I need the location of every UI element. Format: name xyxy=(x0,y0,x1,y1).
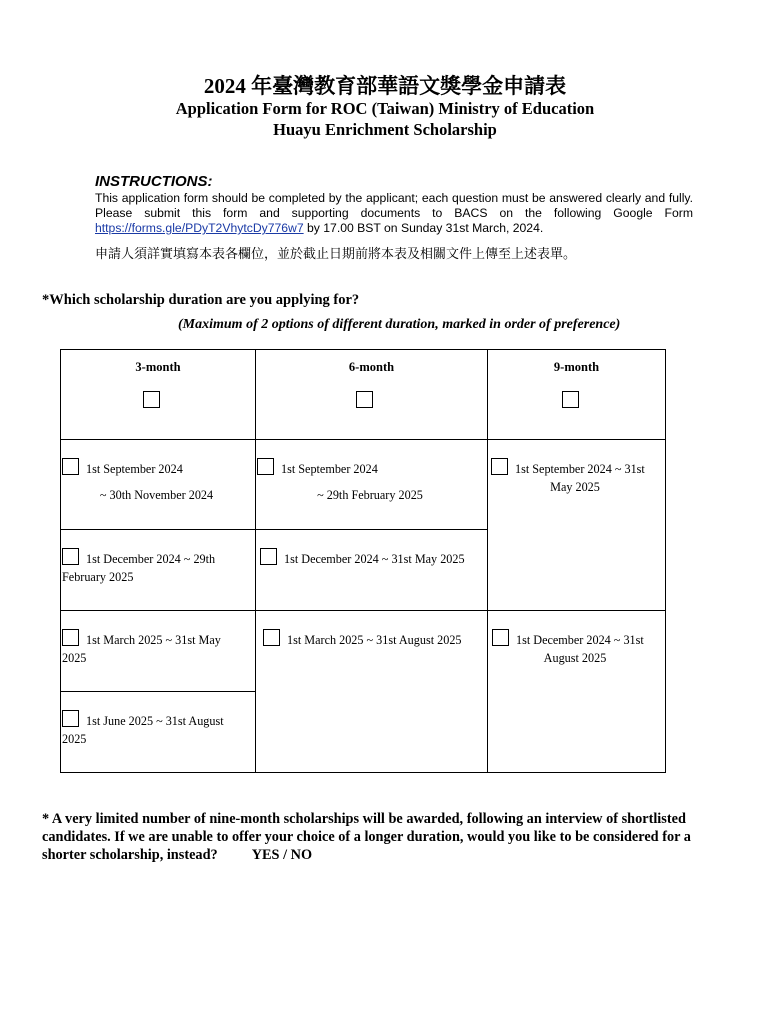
option-label-line-2: August 2025 xyxy=(543,651,607,665)
shorter-scholarship-note xyxy=(42,810,722,864)
option-label: 1st September 2024 xyxy=(281,462,378,476)
option-9m-sep-may xyxy=(487,439,666,611)
duration-options-table xyxy=(60,349,666,773)
option-label: 1st March 2025 ~ 31st May xyxy=(86,633,221,647)
instructions-chinese: 申請人須詳實填寫本表各欄位，並於截止日期前將本表及相關文件上傳至上述表單。 xyxy=(95,246,577,261)
checkbox-3-month[interactable] xyxy=(143,391,160,408)
header-label-6-month: 6-month xyxy=(348,360,395,374)
option-label-line-2: ~ 30th November 2024 xyxy=(99,488,214,502)
option-checkbox[interactable] xyxy=(257,458,274,475)
option-6m-mar-aug xyxy=(255,610,488,773)
option-checkbox[interactable] xyxy=(491,458,508,475)
header-6-month xyxy=(255,349,488,440)
option-label-line-2: 2025 xyxy=(62,732,87,746)
option-6m-dec-may xyxy=(255,529,488,611)
form-title-line-2: Huayu Enrichment Scholarship xyxy=(273,120,497,139)
option-label: 1st September 2024 xyxy=(86,462,183,476)
form-title-english xyxy=(0,98,770,140)
option-checkbox[interactable] xyxy=(62,629,79,646)
option-3m-mar-may xyxy=(60,610,256,692)
option-9m-dec-aug xyxy=(487,610,666,773)
option-checkbox[interactable] xyxy=(62,458,79,475)
form-title-chinese: 2024 年臺灣教育部華語文獎學金申請表 xyxy=(203,74,567,98)
option-label-line-2: May 2025 xyxy=(550,480,600,494)
option-label: 1st September 2024 ~ 31st xyxy=(515,462,645,476)
option-checkbox[interactable] xyxy=(492,629,509,646)
option-checkbox[interactable] xyxy=(263,629,280,646)
checkbox-9-month[interactable] xyxy=(562,391,579,408)
option-label: 1st December 2024 ~ 31st xyxy=(516,633,644,647)
option-label-line-2: ~ 29th February 2025 xyxy=(317,488,423,502)
header-3-month xyxy=(60,349,256,440)
option-label: 1st March 2025 ~ 31st August 2025 xyxy=(287,633,462,647)
google-form-link[interactable]: https://forms.gle/PDyT2VhytcDy776w7 xyxy=(95,221,304,235)
header-label-9-month: 9-month xyxy=(553,360,600,374)
duration-question: *Which scholarship duration are you applying for? xyxy=(42,292,360,308)
option-checkbox[interactable] xyxy=(260,548,277,565)
option-6m-sep-feb xyxy=(255,439,488,530)
form-title-line-1: Application Form for ROC (Taiwan) Ministry of Education xyxy=(175,99,595,118)
header-label-3-month: 3-month xyxy=(135,360,181,374)
instructions-heading: INSTRUCTIONS: xyxy=(95,173,213,190)
option-label: 1st December 2024 ~ 31st May 2025 xyxy=(284,552,465,566)
option-checkbox[interactable] xyxy=(62,710,79,727)
option-3m-dec-feb xyxy=(60,529,256,611)
instructions-text-after-link: by 17.00 BST on Sunday 31st March, 2024. xyxy=(303,221,544,235)
option-label-line-2: February 2025 xyxy=(62,570,134,584)
option-label: 1st June 2025 ~ 31st August xyxy=(86,714,224,728)
option-checkbox[interactable] xyxy=(62,548,79,565)
header-9-month xyxy=(487,349,666,440)
yes-no-answer[interactable]: YES / NO xyxy=(251,847,313,863)
duration-question-note: (Maximum of 2 options of different duration, marked in order of preference) xyxy=(178,317,621,332)
option-3m-sep-nov xyxy=(60,439,256,530)
checkbox-6-month[interactable] xyxy=(356,391,373,408)
option-3m-jun-aug xyxy=(60,691,256,773)
option-label-line-2: 2025 xyxy=(62,651,87,665)
instructions-text-before-link: This application form should be completed by the applicant; each question must be answered clearly and fully. Please submit this form and supporting documents to BACS on the following Google Form xyxy=(95,191,693,220)
option-label: 1st December 2024 ~ 29th xyxy=(86,552,216,566)
instructions-body xyxy=(95,191,693,236)
shorter-scholarship-question: * A very limited number of nine-month scholarships will be awarded, following an interview of shortlisted candidates. If we are unable to offer your choice of a longer duration, would you like to be considered for a shorter scholarship, instead? xyxy=(42,811,691,863)
